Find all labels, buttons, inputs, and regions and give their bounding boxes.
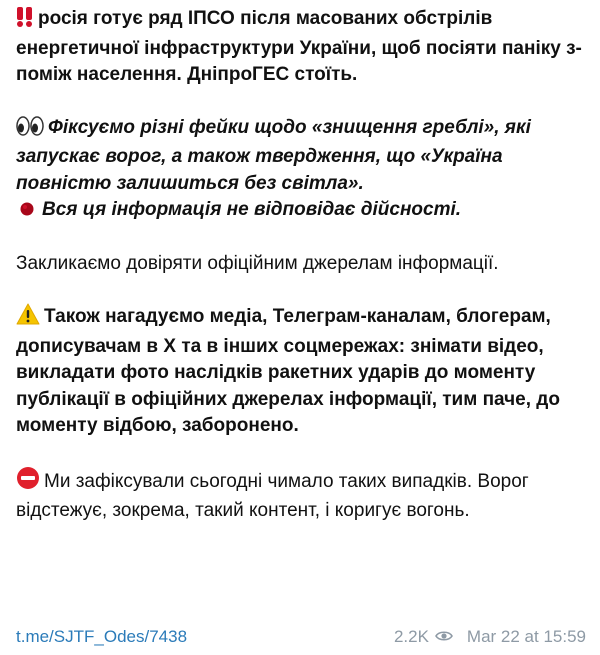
post-link[interactable]: t.me/SJTF_Odes/7438 (16, 627, 188, 646)
eyes-icon (16, 116, 44, 145)
message-body (16, 6, 588, 525)
paragraph-cases (16, 466, 588, 525)
cases-text: Ми зафіксували сьогодні чимало таких випадків. Ворог відстежує, зокрема, такий контент, і коригує вогонь. (16, 470, 529, 521)
message-footer (16, 624, 586, 650)
message-meta (394, 627, 586, 647)
no-entry-icon (16, 466, 40, 499)
paragraph-ipso (16, 6, 588, 89)
double-exclamation-icon (16, 7, 34, 36)
paragraph-fakes (16, 115, 588, 198)
ipso-text: росія готує ряд ІПСО після масованих обстрілів енергетичної інфраструктури України, щоб посіяти паніку з-поміж населення. ДніпроГЕС стоїть. (16, 8, 582, 85)
views-count: 2.2K (393, 627, 429, 646)
warning-text: Також нагадуємо медіа, Телеграм-каналам, блогерам, дописувачам в Х та в інших соцмережах: знімати відео, викладати фото наслідків ракетних ударів до моменту публікації в офіційних джерелах інформації, тим паче, до моменту відбою, заборонено. (16, 306, 560, 436)
paragraph-not-true (16, 197, 588, 225)
not-true-text: Вся ця інформація не відповідає дійсності. (42, 199, 462, 220)
paragraph-warning (16, 303, 588, 440)
paragraph-trust-sources: Закликаємо довіряти офіційним джерелам інформації. (16, 252, 499, 274)
red-circle-icon (20, 198, 34, 225)
eye-icon (435, 627, 453, 647)
message-timestamp: Mar 22 at 15:59 (466, 627, 586, 646)
warning-icon (16, 303, 40, 334)
fakes-text: Фіксуємо різні фейки щодо «знищення греблі», які запускає ворог, а також твердження, що «Україна повністю залишиться без світла». (16, 116, 531, 194)
